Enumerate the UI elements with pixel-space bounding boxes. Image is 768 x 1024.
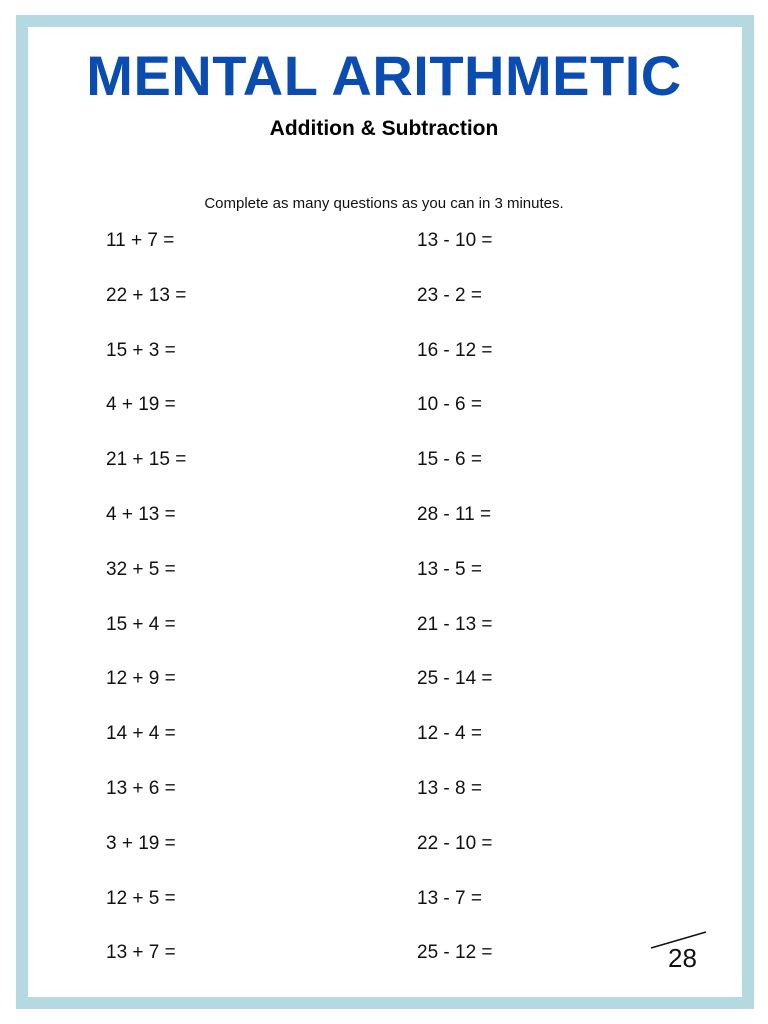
subtraction-question: 13 - 10 = [417,230,493,251]
addition-question: 21 + 15 = [106,449,187,471]
subtraction-question: 16 - 12 = [417,339,493,361]
subtraction-question: 25 - 14 = [417,668,493,690]
subtraction-question: 13 - 8 = [417,777,482,799]
page-subtitle: Addition & Subtraction [269,117,499,140]
addition-question: 13 + 6 = [106,777,176,799]
addition-question: 12 + 5 = [106,887,176,909]
addition-question: 4 + 13 = [106,503,176,525]
addition-question: 13 + 7 = [106,942,176,964]
score-total: 28 [668,943,697,973]
subtraction-question: 10 - 6 = [417,394,482,416]
addition-question-list [106,226,356,993]
instructions-text: Complete as many questions as you can in 3 minutes. [204,195,564,212]
addition-question: 11 + 7 = [106,230,175,251]
addition-question: 32 + 5 = [106,558,176,580]
subtraction-question: 25 - 12 = [417,942,493,964]
addition-question: 15 + 4 = [106,613,176,635]
subtraction-question: 28 - 11 = [417,503,492,525]
subtraction-question: 12 - 4 = [417,723,482,745]
addition-question: 12 + 9 = [106,668,176,690]
addition-question: 22 + 13 = [106,284,187,306]
score-box [648,928,712,978]
addition-question: 15 + 3 = [106,339,176,361]
subtraction-question: 22 - 10 = [417,832,493,854]
addition-question: 14 + 4 = [106,723,176,745]
subtraction-question: 21 - 13 = [417,613,493,635]
subtraction-question-list [417,226,667,993]
subtraction-question: 23 - 2 = [417,284,482,306]
subtraction-question: 13 - 7 = [417,887,482,909]
page-title: MENTAL ARITHMETIC [86,44,682,107]
subtraction-question: 15 - 6 = [417,449,482,471]
addition-question: 4 + 19 = [106,394,176,416]
addition-question: 3 + 19 = [106,832,176,854]
subtraction-question: 13 - 5 = [417,558,482,580]
